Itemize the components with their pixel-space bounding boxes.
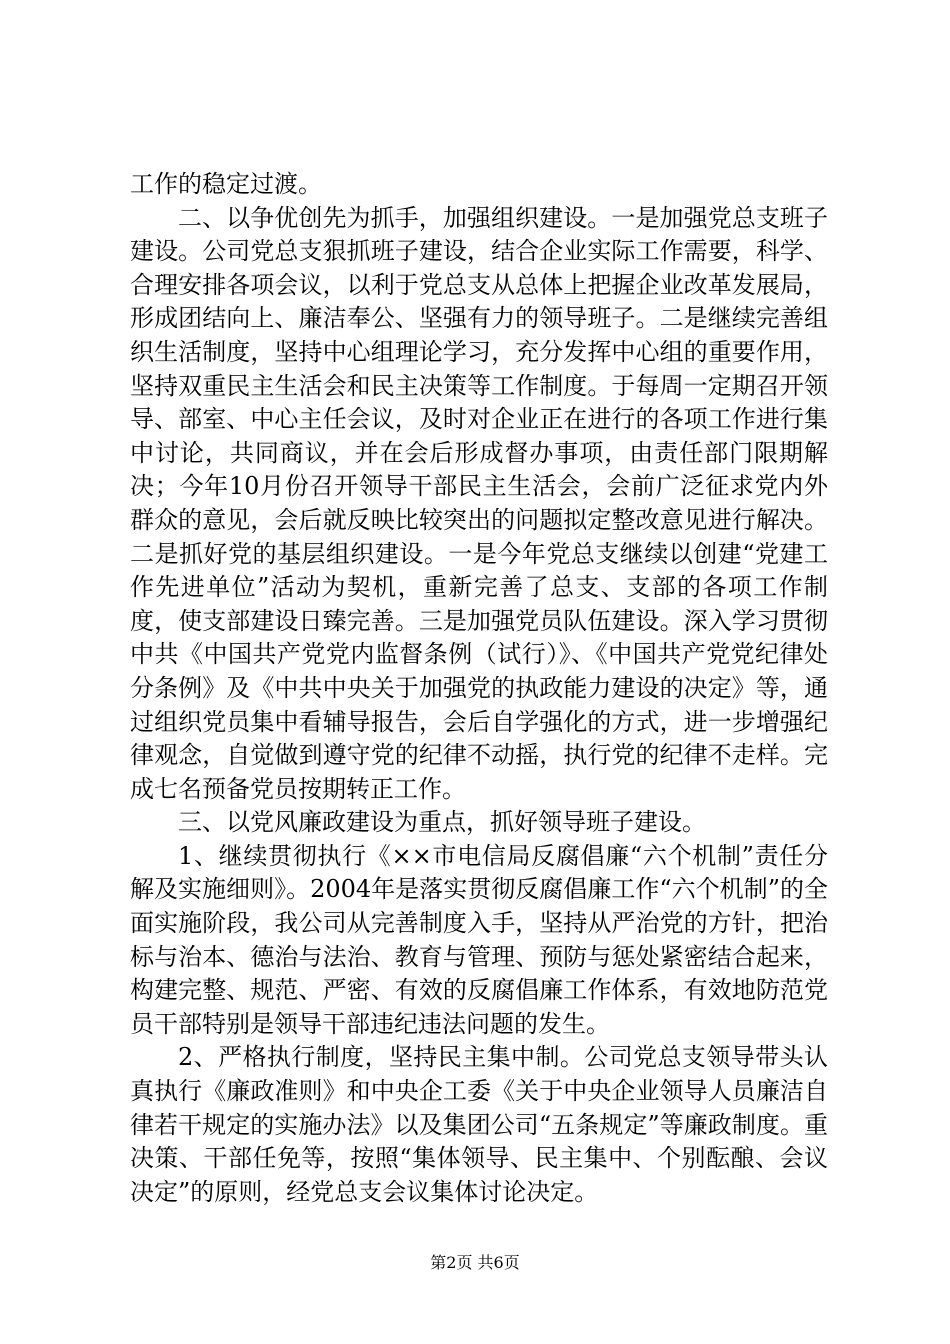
paragraph-5: 2、严格执行制度，坚持民主集中制。公司党总支领导带头认真执行《廉政准则》和中央企工委《关于中央企业领导人员廉洁自律若干规定的实施办法》以及集团公司“五条规定”等廉政制度。重决策、干部任免等，按照“集体领导、民主集中、个别酝酿、会议决定”的原则，经党总支会议集体讨论决定。 bbox=[130, 1043, 828, 1206]
paragraph-2: 二、以争优创先为抓手，加强组织建设。一是加强党总支班子建设。公司党总支狠抓班子建设，结合企业实际工作需要，科学、合理安排各项会议，以利于党总支从总体上把握企业改革发展局，形成团结向上、廉洁奉公、坚强有力的领导班子。二是继续完善组织生活制度，坚持中心组理论学习，充分发挥中心组的重要作用，坚持双重民主生活会和民主决策等工作制度。于每周一定期召开领导、部室、中心主任会议，及时对企业正在进行的各项工作进行集中讨论，共同商议，并在会后形成督办事项，由责任部门限期解决；今年10月份召开领导干部民主生活会，会前广泛征求党内外群众的意见，会后就反映比较突出的问题拟定整改意见进行解决。二是抓好党的基层组织建设。一是今年党总支继续以创建“党建工作先进单位”活动为契机，重新完善了总支、支部的各项工作制度，使支部建设日臻完善。三是加强党员队伍建设。深入学习贯彻中共《中国共产党党内监督条例（试行）》、《中国共产党党纪律处分条例》及《中共中央关于加强党的执政能力建设的决定》等，通过组织党员集中看辅导报告，会后自学强化的方式，进一步增强纪律观念，自觉做到遵守党的纪律不动摇，执行党的纪律不走样。完成七名预备党员按期转正工作。 bbox=[130, 203, 828, 803]
paragraph-4: 1、继续贯彻执行《××市电信局反腐倡廉“六个机制”责任分解及实施细则》。2004年是落实贯彻反腐倡廉工作“六个机制”的全面实施阶段，我公司从完善制度入手，坚持从严治党的方针，把治标与治本、德治与法治、教育与管理、预防与惩处紧密结合起来，构建完整、规范、严密、有效的反腐倡廉工作体系，有效地防范党员干部特别是领导干部违纪违法问题的发生。 bbox=[130, 841, 828, 1038]
paragraph-3-heading: 三、以党风廉政建设为重点，抓好领导班子建设。 bbox=[178, 808, 706, 837]
document-body bbox=[130, 168, 828, 1209]
paragraph-1: 工作的稳定过渡。 bbox=[130, 170, 322, 198]
page-number-footer: 第2页 共6页 bbox=[430, 1253, 520, 1272]
